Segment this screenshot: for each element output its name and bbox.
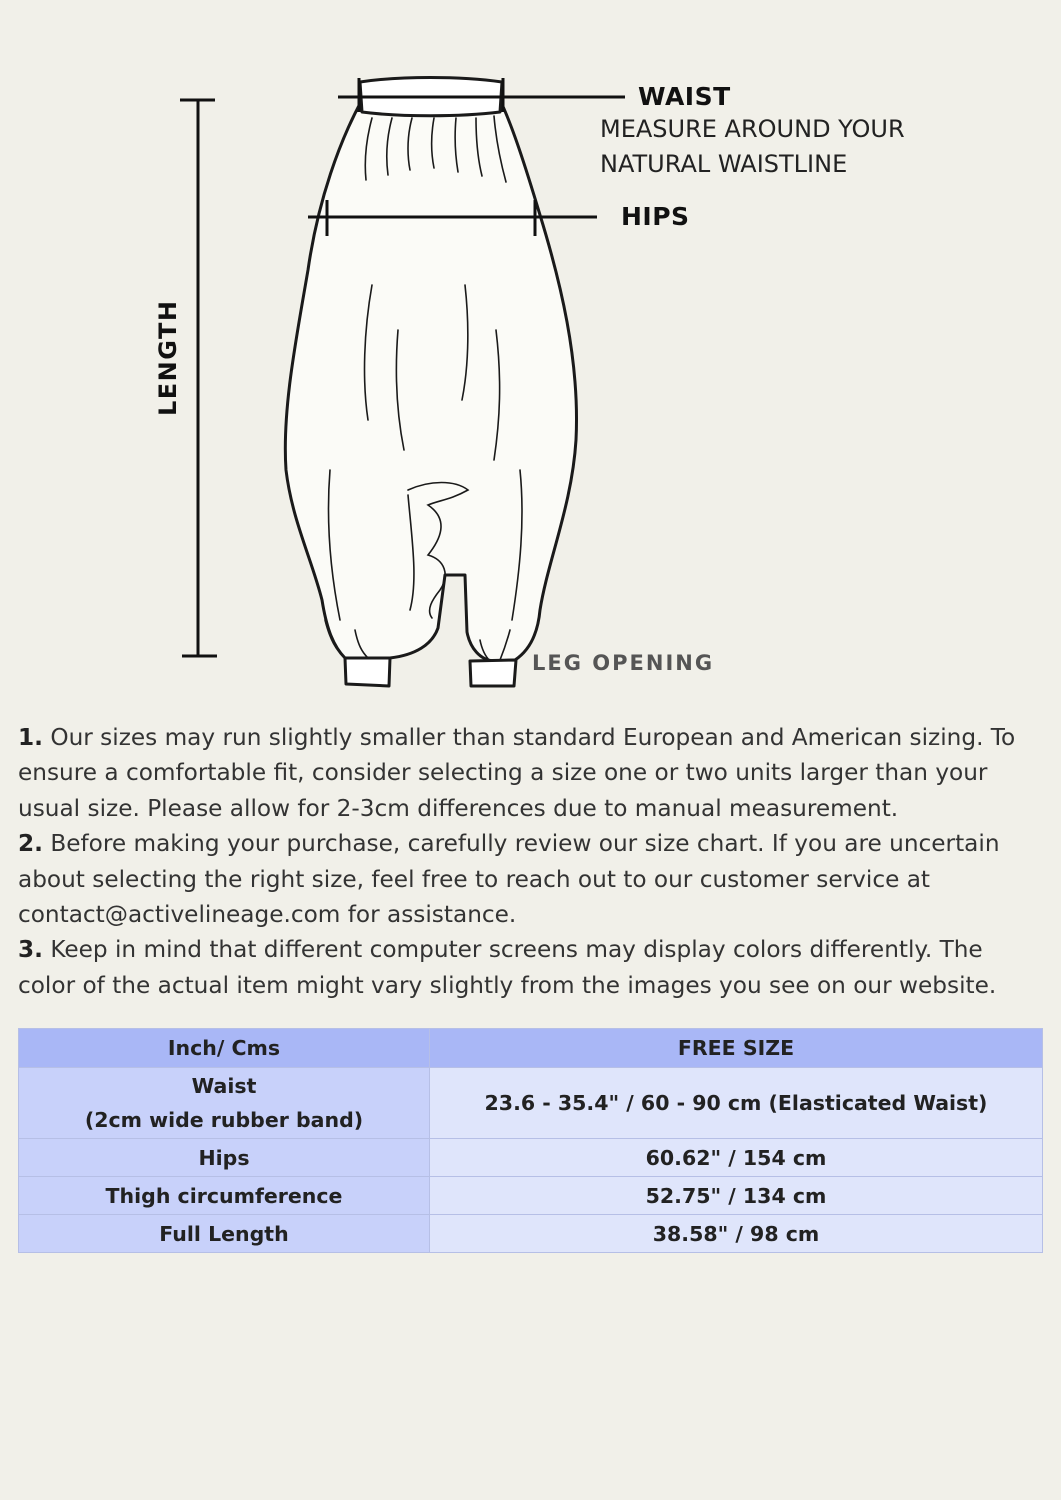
waist-label: WAIST bbox=[638, 82, 731, 111]
note-number: 2. bbox=[18, 830, 43, 858]
note-text: Keep in mind that different computer screens may display colors differently. The color of the actual item might vary slightly from the images you see on our website. bbox=[18, 936, 997, 999]
table-cell-label bbox=[19, 1068, 430, 1139]
left-cuff bbox=[345, 658, 390, 686]
table-cell-label: Hips bbox=[19, 1139, 430, 1177]
right-cuff bbox=[470, 660, 516, 686]
size-notes bbox=[18, 720, 1043, 1003]
note-3 bbox=[18, 932, 1043, 1003]
hips-label: HIPS bbox=[621, 202, 690, 231]
table-row bbox=[19, 1177, 1043, 1215]
table-header: Inch/ Cms bbox=[19, 1029, 430, 1068]
table-cell-value: 52.75" / 134 cm bbox=[430, 1177, 1043, 1215]
waist-note-line2: NATURAL WAISTLINE bbox=[600, 150, 848, 178]
table-row bbox=[19, 1068, 1043, 1139]
table-cell-value: 60.62" / 154 cm bbox=[430, 1139, 1043, 1177]
pants-outline bbox=[285, 100, 576, 661]
table-header-row bbox=[19, 1029, 1043, 1068]
table-row bbox=[19, 1215, 1043, 1253]
row-label: Waist bbox=[191, 1074, 257, 1098]
table-cell-value: 23.6 - 35.4" / 60 - 90 cm (Elasticated Waist) bbox=[430, 1068, 1043, 1139]
leg-opening-label: LEG OPENING bbox=[532, 651, 715, 675]
row-sublabel: (2cm wide rubber band) bbox=[84, 1108, 364, 1132]
note-text: Before making your purchase, carefully review our size chart. If you are uncertain about selecting the right size, feel free to reach out to our customer service at contact@activelineage.com for assistance. bbox=[18, 830, 1000, 929]
note-number: 3. bbox=[18, 936, 43, 964]
table-cell-label: Full Length bbox=[19, 1215, 430, 1253]
size-chart-table bbox=[18, 1028, 1043, 1253]
note-1 bbox=[18, 720, 1043, 826]
waist-note-line1: MEASURE AROUND YOUR bbox=[600, 115, 905, 143]
note-2 bbox=[18, 826, 1043, 932]
length-label: LENGTH bbox=[154, 299, 182, 416]
table-cell-label: Thigh circumference bbox=[19, 1177, 430, 1215]
table-cell-value: 38.58" / 98 cm bbox=[430, 1215, 1043, 1253]
note-number: 1. bbox=[18, 724, 43, 751]
note-text: Our sizes may run slightly smaller than standard European and American sizing. To ensure a comfortable fit, consider selecting a size one or two units larger than your usual size. Please allow for 2-3cm differences due to manual measurement. bbox=[18, 724, 1016, 822]
table-row bbox=[19, 1139, 1043, 1177]
table-header: FREE SIZE bbox=[430, 1029, 1043, 1068]
